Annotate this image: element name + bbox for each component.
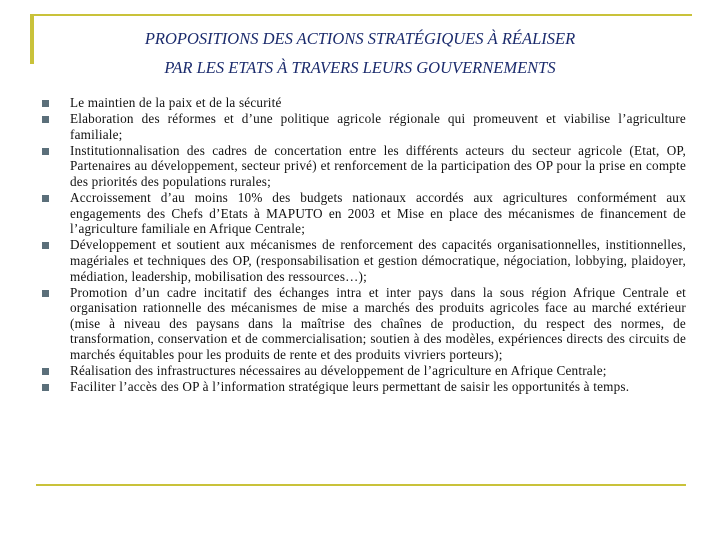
proposition-list: [40, 95, 686, 395]
square-bullet-icon: [42, 116, 49, 123]
list-item: [40, 190, 686, 237]
list-item: [40, 237, 686, 284]
square-bullet-icon: [42, 242, 49, 249]
square-bullet-icon: [42, 290, 49, 297]
list-item: [40, 95, 686, 111]
square-bullet-icon: [42, 368, 49, 375]
list-item: [40, 379, 686, 395]
square-bullet-icon: [42, 148, 49, 155]
list-item: [40, 285, 686, 363]
square-bullet-icon: [42, 195, 49, 202]
title-line-2: PAR LES ETATS À TRAVERS LEURS GOUVERNEMENTS: [164, 58, 556, 77]
page-title: [60, 24, 660, 82]
frame-left-accent: [30, 14, 34, 64]
frame-bottom-rule: [36, 484, 686, 486]
list-item: [40, 143, 686, 190]
list-item-text: Le maintien de la paix et de la sécurité: [70, 95, 282, 110]
frame-top-rule: [30, 14, 692, 16]
square-bullet-icon: [42, 384, 49, 391]
square-bullet-icon: [42, 100, 49, 107]
list-item-text: Institutionnalisation des cadres de concertation entre les différents acteurs du secteur agricole (Etat, OP, Partenaires au développement, secteur privé) et renforcement de la participation des OP pour la prise en compte des priorités des populations rurales;: [70, 142, 686, 189]
title-line-1: PROPOSITIONS DES ACTIONS STRATÉGIQUES À RÉALISER: [144, 29, 576, 48]
list-item-text: Développement et soutient aux mécanismes de renforcement des capacités organisationnelles, institionnelles, magériales et techniques des OP, (responsabilisation et gestion démocratique, négociation, lobbying, plaidoyer, médiation, leadership, mobilisation des ressources…);: [70, 237, 686, 284]
list-item: [40, 363, 686, 379]
list-item-text: Faciliter l’accès des OP à l’information stratégique leurs permettant de saisir les opportunités à temps.: [70, 379, 630, 395]
list-item-text: Réalisation des infrastructures nécessaires au développement de l’agriculture en Afrique Centrale;: [70, 363, 607, 379]
list-item: [40, 111, 686, 142]
list-item-text: Promotion d’un cadre incitatif des échanges intra et inter pays dans la sous région Afrique Centrale et organisation rationnelle des mécanismes de mise a marchés des produits agricoles face au marché extérieur (mise à niveau des paysans dans la maîtrise des chaînes de production, du respect des normes, de transformation, conservation et de commercialisation; soutien à des modèles, expériences directs des circuits de marchés équitables pour les produits de rente et des produits vivriers porteurs);: [70, 284, 686, 362]
list-item-text: Elaboration des réformes et d’une politique agricole régionale qui promeuvent et viabilise l’agriculture familiale;: [70, 111, 686, 142]
list-item-text: Accroissement d’au moins 10% des budgets nationaux accordés aux agricultures conformément aux engagements des Chefs d’Etats à MAPUTO en 2003 et Mise en place des mécanismes de financement de l’agriculture familiale en Afrique Centrale;: [70, 190, 686, 237]
